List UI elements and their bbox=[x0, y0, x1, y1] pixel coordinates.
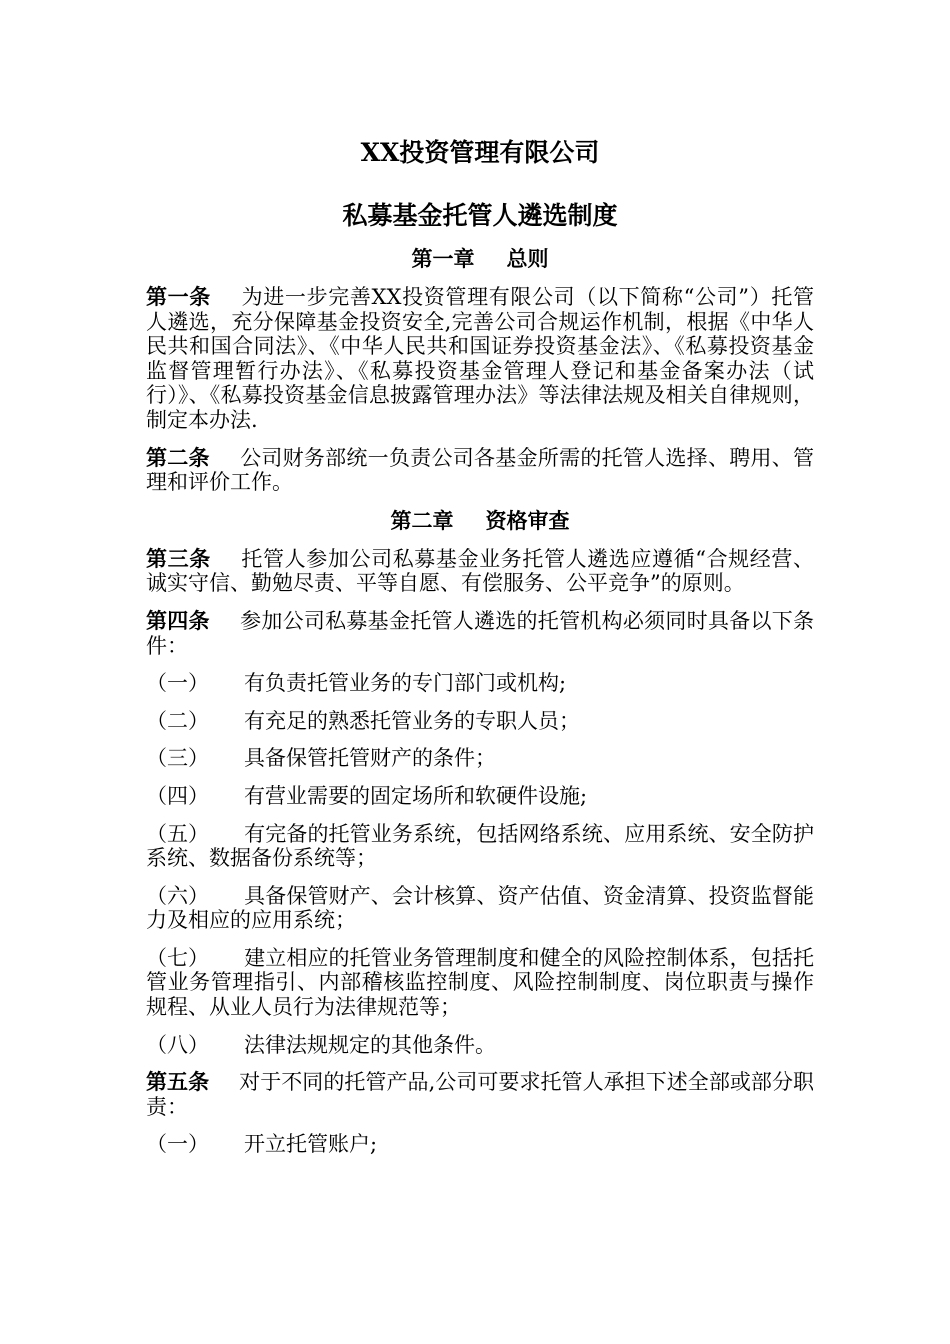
article-4 bbox=[146, 609, 814, 658]
item-text: 有营业需要的固定场所和软硬件设施; bbox=[244, 783, 588, 808]
article-4-label: 第四条 bbox=[146, 607, 210, 633]
item-text: 具备保管托管财产的条件； bbox=[244, 746, 496, 771]
article-2-label: 第二条 bbox=[146, 444, 210, 470]
item-number: （二） bbox=[146, 708, 209, 733]
item-text: 有完备的托管业务系统，包括网络系统、应用系统、安全防护系统、数据备份系统等； bbox=[146, 821, 814, 871]
article-2 bbox=[146, 446, 814, 495]
article-3 bbox=[146, 547, 814, 596]
item-number: （一） bbox=[146, 671, 209, 696]
item-number: （六） bbox=[146, 883, 209, 908]
item-text: 建立相应的托管业务管理制度和健全的风险控制体系，包括托管业务管理指引、内部稽核监控制度、风险控制制度、岗位职责与操作规程、从业人员行为法律规范等； bbox=[146, 945, 814, 1020]
item-text: 开立托管账户; bbox=[244, 1132, 378, 1157]
article-5-text: 对于不同的托管产品,公司可要求托管人承担下述全部或部分职责： bbox=[146, 1070, 814, 1119]
article-5-item-1 bbox=[146, 1132, 814, 1157]
item-number: （七） bbox=[146, 945, 209, 970]
article-4-item-4 bbox=[146, 784, 814, 809]
document-page bbox=[146, 130, 814, 1157]
article-4-item-1 bbox=[146, 671, 814, 696]
item-text: 有负责托管业务的专门部门或机构; bbox=[244, 671, 567, 696]
chapter-2-heading bbox=[146, 508, 814, 534]
company-title: XX投资管理有限公司 bbox=[360, 138, 600, 167]
chapter-1-label: 第一章 bbox=[411, 246, 475, 271]
chapter-2-name: 资格审查 bbox=[485, 507, 570, 533]
article-4-item-5 bbox=[146, 822, 814, 871]
chapter-1-name: 总则 bbox=[506, 246, 549, 271]
article-2-text: 公司财务部统一负责公司各基金所需的托管人选择、聘用、管理和评价工作。 bbox=[146, 445, 815, 495]
article-1-label: 第一条 bbox=[146, 284, 211, 309]
article-5 bbox=[146, 1070, 814, 1119]
item-number: （四） bbox=[146, 783, 209, 808]
item-text: 具备保管财产、会计核算、资产估值、资金清算、投资监督能力及相应的应用系统； bbox=[146, 883, 814, 933]
chapter-2-label: 第二章 bbox=[390, 507, 454, 533]
article-4-item-3 bbox=[146, 746, 814, 771]
article-4-text: 参加公司私募基金托管人遴选的托管机构必须同时具备以下条件： bbox=[146, 608, 815, 658]
article-5-label: 第五条 bbox=[146, 1069, 210, 1095]
item-text: 有充足的熟悉托管业务的专职人员； bbox=[244, 708, 580, 733]
item-number: （三） bbox=[146, 746, 209, 771]
article-1-text: 为进一步完善XX投资管理有限公司（以下简称“公司”）托管人遴选，充分保障基金投资安全,完善公司合规运作机制，根据《中华人民共和国合同法》、《中华人民共和国证券投资基金法》、《私募投资基金监督管理暂行办法》、《私募投资基金管理人登记和基金备案办法（试行）》、《私募投资基金信息披露管理办法》等法律法规及相关自律规则，制定本办法. bbox=[146, 285, 815, 432]
chapter-1-heading bbox=[146, 246, 814, 272]
item-number: （八） bbox=[146, 1032, 209, 1057]
article-3-text: 托管人参加公司私募基金业务托管人遴选应遵循“合规经营、诚实守信、勤勉尽责、平等自愿、有偿服务、公平竞争”的原则。 bbox=[146, 546, 815, 596]
article-4-item-8 bbox=[146, 1033, 814, 1058]
article-3-label: 第三条 bbox=[146, 545, 211, 571]
article-1 bbox=[146, 285, 814, 433]
item-number: （一） bbox=[146, 1132, 209, 1157]
rule-title: 私募基金托管人遴选制度 bbox=[342, 201, 618, 230]
article-4-item-6 bbox=[146, 884, 814, 933]
article-4-item-7 bbox=[146, 946, 814, 1020]
item-text: 法律法规规定的其他条件。 bbox=[244, 1032, 496, 1057]
item-number: （五） bbox=[146, 821, 209, 846]
article-4-item-2 bbox=[146, 709, 814, 734]
